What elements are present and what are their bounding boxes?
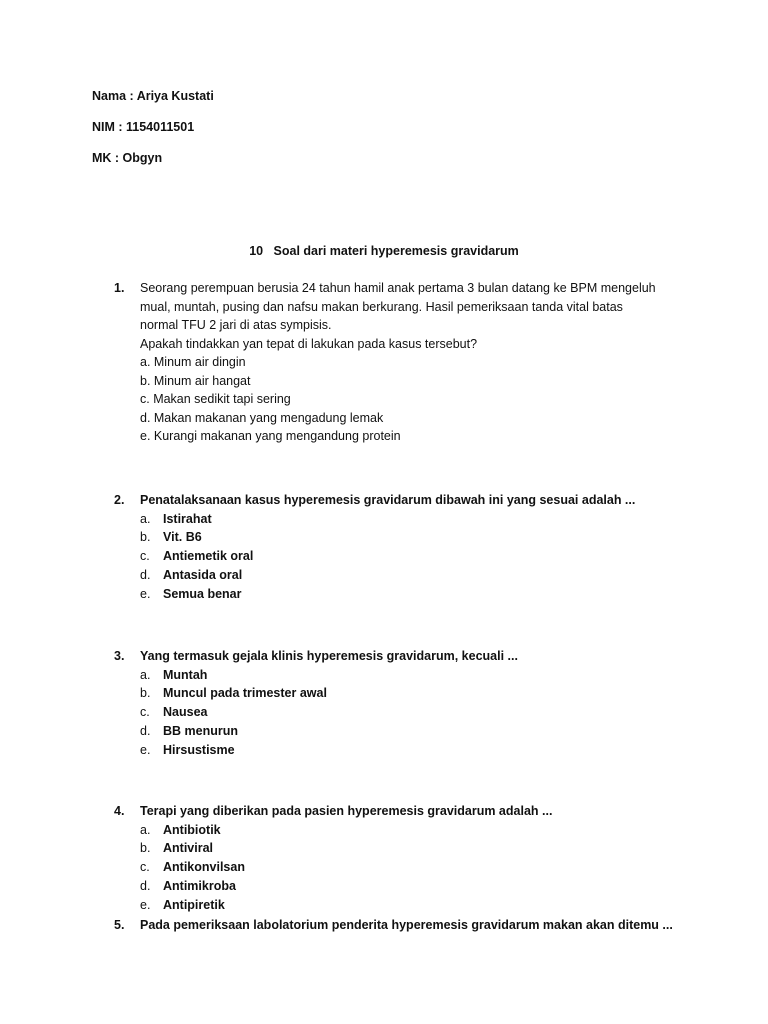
option-letter: b. <box>140 686 151 701</box>
option-text: Muncul pada trimester awal <box>163 686 327 701</box>
answer-option <box>140 741 700 760</box>
question-text-line: normal TFU 2 jari di atas sympisis. <box>140 318 332 332</box>
answer-options <box>140 666 700 760</box>
option-text: Antiviral <box>163 841 214 856</box>
answer-option <box>140 585 700 604</box>
option-text: Istirahat <box>163 511 212 526</box>
option-letter: d. <box>140 723 151 738</box>
option-letter: a. <box>140 511 151 526</box>
option-letter: c. <box>140 860 150 875</box>
option-text: Hirsustisme <box>163 742 235 757</box>
question-text: Yang termasuk gejala klinis hyperemesis gravidarum, kecuali ... <box>140 649 518 663</box>
option-letter: b. <box>140 530 151 545</box>
question-text-line: Seorang perempuan berusia 24 tahun hamil anak pertama 3 bulan datang ke BPM mengeluh <box>140 281 656 295</box>
question-body <box>140 916 700 935</box>
question-body <box>140 802 700 914</box>
document-title: 10 Soal dari materi hyperemesis gravidarum <box>249 244 519 258</box>
answer-option <box>140 528 700 547</box>
option-letter: b. <box>140 841 151 856</box>
option-text: Antimikroba <box>163 878 236 893</box>
option-letter: c. <box>140 549 150 564</box>
option-text: Semua benar <box>163 586 242 601</box>
question-body <box>140 279 700 446</box>
answer-option: d. Makan makanan yang mengadung lemak <box>140 410 384 425</box>
question-number: 1. <box>114 281 125 295</box>
answer-option <box>140 839 700 858</box>
option-letter: c. <box>140 705 150 720</box>
option-text: Antikonvilsan <box>163 860 245 875</box>
question-text-line: Apakah tindakkan yan tepat di lakukan pada kasus tersebut? <box>140 336 478 351</box>
answer-options <box>140 821 700 915</box>
question-number: 5. <box>114 918 125 932</box>
student-name: Nama : Ariya Kustati <box>92 89 214 103</box>
option-letter: e. <box>140 586 151 601</box>
question-text: Terapi yang diberikan pada pasien hyperemesis gravidarum adalah ... <box>140 804 553 818</box>
course-name: MK : Obgyn <box>92 151 163 165</box>
answer-options <box>140 510 700 604</box>
answer-option <box>140 703 700 722</box>
answer-option <box>140 722 700 741</box>
question-body <box>140 491 700 603</box>
option-text: Antibiotik <box>163 822 221 837</box>
option-text: BB menurun <box>163 723 238 738</box>
question-text-line: mual, muntah, pusing dan nafsu makan berkurang. Hasil pemeriksaan tanda vital batas <box>140 299 623 314</box>
answer-option: e. Kurangi makanan yang mengandung protein <box>140 429 401 443</box>
option-letter: e. <box>140 897 151 912</box>
option-letter: a. <box>140 667 151 682</box>
answer-option <box>140 896 700 915</box>
answer-option <box>140 821 700 840</box>
question-number: 2. <box>114 493 125 507</box>
option-letter: d. <box>140 567 151 582</box>
option-text: Antipiretik <box>163 897 225 912</box>
question-body <box>140 647 700 759</box>
option-letter: d. <box>140 878 151 893</box>
question-text: Penatalaksanaan kasus hyperemesis gravidarum dibawah ini yang sesuai adalah ... <box>140 493 636 507</box>
answer-option <box>140 666 700 685</box>
answer-option <box>140 684 700 703</box>
answer-option: a. Minum air dingin <box>140 355 246 369</box>
option-text: Antiemetik oral <box>163 549 254 564</box>
question-text: Pada pemeriksaan labolatorium penderita hyperemesis gravidarum makan akan ditemu ... <box>140 918 673 932</box>
answer-option <box>140 547 700 566</box>
option-text: Muntah <box>163 667 208 682</box>
option-text: Vit. B6 <box>163 530 202 545</box>
answer-option <box>140 877 700 896</box>
option-letter: e. <box>140 742 151 757</box>
question-number: 3. <box>114 649 125 663</box>
answer-option: b. Minum air hangat <box>140 373 251 388</box>
answer-option <box>140 566 700 585</box>
option-letter: a. <box>140 822 151 837</box>
answer-options <box>140 353 700 446</box>
answer-option <box>140 858 700 877</box>
option-text: Antasida oral <box>163 567 243 582</box>
option-text: Nausea <box>163 705 208 720</box>
answer-option <box>140 510 700 529</box>
student-nim: NIM : 1154011501 <box>92 120 195 134</box>
question-number: 4. <box>114 804 125 818</box>
answer-option: c. Makan sedikit tapi sering <box>140 392 291 406</box>
